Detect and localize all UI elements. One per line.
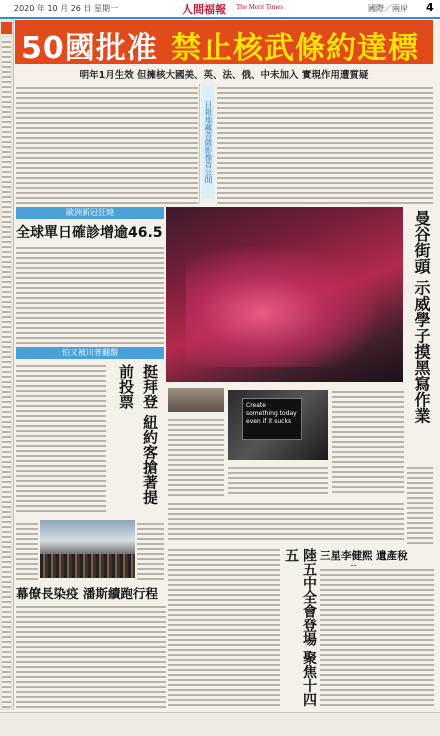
europe-article-text bbox=[16, 244, 164, 344]
pence-headline: 幕僚長染疫 潘斯續跑行程 bbox=[16, 586, 158, 601]
trump-section-header: 怕又被川普翻盤 bbox=[16, 347, 164, 359]
china-article-text bbox=[168, 546, 280, 708]
ad-tab-marker bbox=[1, 22, 12, 34]
protest-sign-photo bbox=[228, 390, 328, 460]
bangkok-protest-photo bbox=[166, 207, 403, 382]
samsung-headline: 三星李健熙 遺產稅 bbox=[320, 550, 408, 562]
masthead bbox=[0, 0, 440, 19]
caption-under-sign bbox=[228, 464, 328, 496]
small-inline-photo bbox=[168, 388, 224, 412]
nyc-voters-photo bbox=[40, 520, 135, 578]
japan-story-tag: 日報地藏菩薩影像首公開 bbox=[202, 86, 214, 198]
article-text-right-top bbox=[217, 84, 433, 204]
thai-headline: 曼谷街頭 示威學子摸黑寫作業 bbox=[412, 210, 431, 424]
newspaper-logo-english: The Merit Times bbox=[236, 3, 284, 11]
middle-left-article-text bbox=[168, 416, 224, 496]
article-text-left-top bbox=[16, 84, 198, 204]
europe-section-header: 歐洲新冠狂燒 bbox=[16, 207, 164, 219]
trump-article-text bbox=[16, 362, 106, 514]
left-ad-strip bbox=[0, 20, 14, 710]
ad-strip-text bbox=[2, 38, 11, 708]
thai-article-text bbox=[407, 464, 433, 544]
article-text-beside-photo bbox=[137, 520, 164, 580]
section-name: 國際／兩岸 bbox=[368, 4, 408, 13]
pence-article-text bbox=[16, 603, 166, 708]
page-number: 4 bbox=[426, 1, 434, 14]
trump-headline: 挺拜登 紐約客搶著提前投票 bbox=[117, 364, 159, 505]
china-headline: 陸五中全會登場 聚焦十四五 bbox=[283, 548, 317, 707]
main-headline-banner bbox=[15, 20, 433, 64]
photo-light-glow bbox=[186, 247, 376, 367]
column-divider bbox=[199, 84, 200, 204]
issue-date: 2020 年 10 月 26 日 星期一 bbox=[14, 4, 118, 13]
newspaper-logo: 人間福報 bbox=[182, 3, 226, 16]
thai-article-continued bbox=[168, 500, 404, 542]
middle-right-article-text bbox=[332, 388, 404, 496]
europe-headline: 全球單日確診增逾46.5 bbox=[16, 225, 163, 241]
photo-caption-text bbox=[16, 520, 38, 580]
headline-part-2: 禁止核武條約達標 bbox=[171, 31, 419, 66]
samsung-article-text bbox=[320, 566, 434, 708]
crowd-shape bbox=[40, 554, 135, 578]
headline-part-1: 50國批准 bbox=[21, 31, 158, 66]
page-footer-margin bbox=[0, 712, 440, 736]
protest-sign: Create something today even if it sucks bbox=[242, 398, 302, 440]
banner-subhead: 明年1月生效 但擁核大國美、英、法、俄、中未加入 實現作用遭質疑 bbox=[79, 70, 369, 81]
